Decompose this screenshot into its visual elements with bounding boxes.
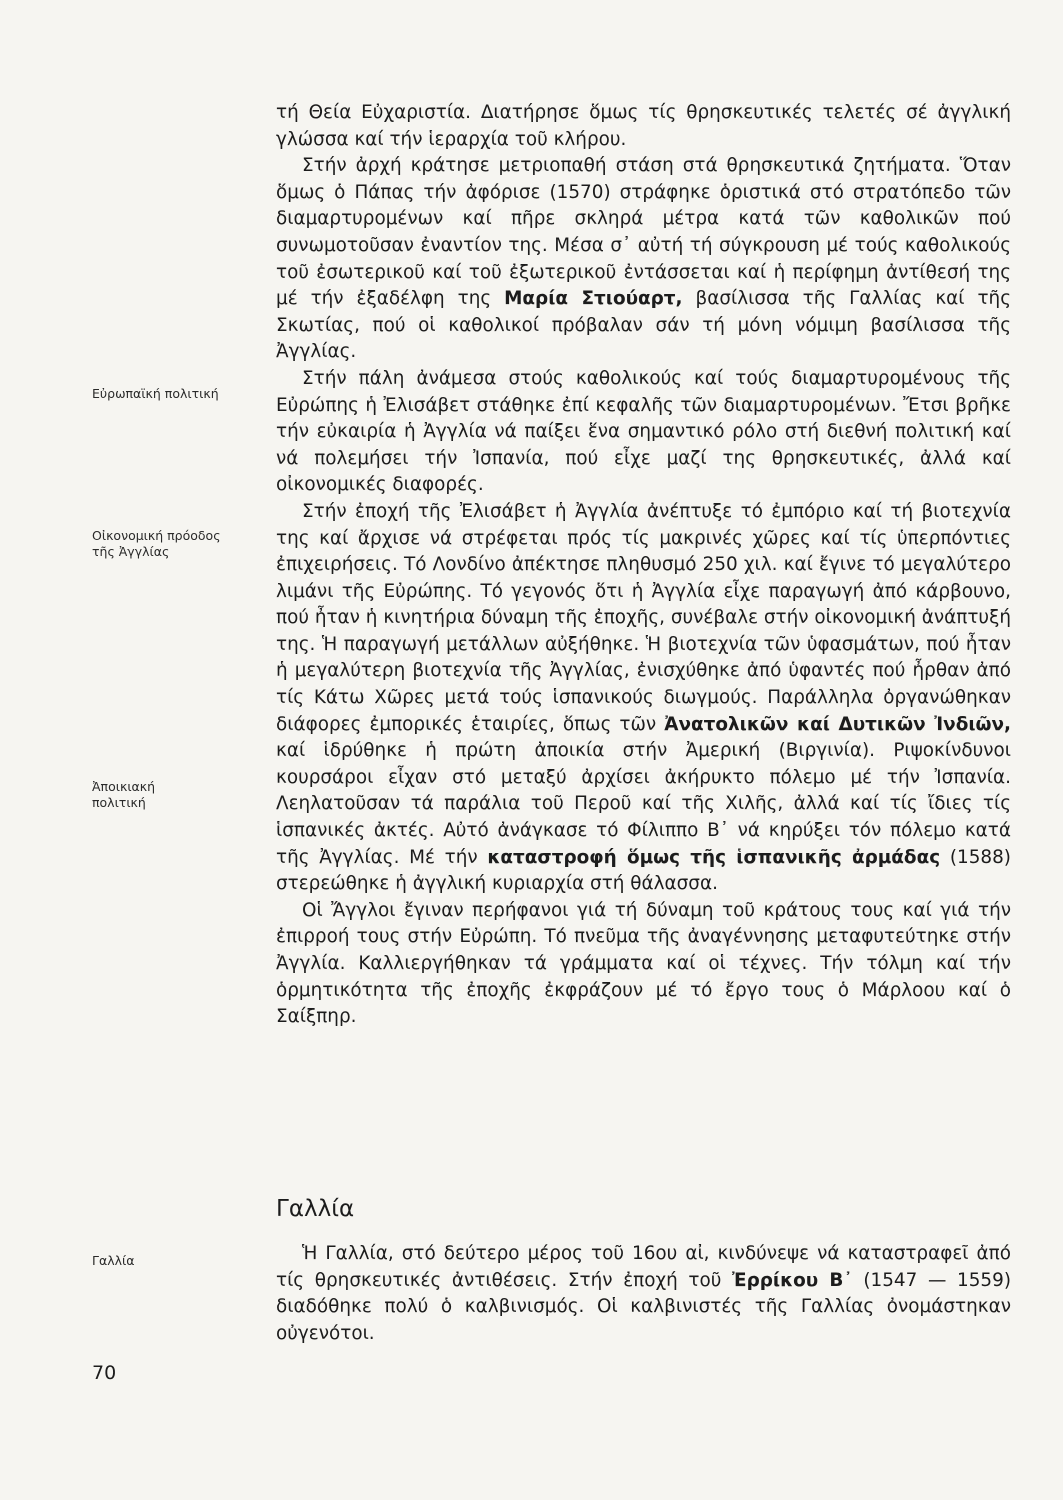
page-number: 70 xyxy=(92,1362,117,1384)
main-body-text xyxy=(276,100,1011,1031)
paragraph-text: Στήν ἐποχή τῆς Ἐλισάβετ ἡ Ἀγγλία ἀνέπτυξε τό ἐμπόριο καί τή βιοτεχνία της καί ἄρχισε νά στρέφεται πρός τίς μακρινές χῶρες καί τίς ὑπερπόντιες ἐπιχειρήσεις. Τό Λονδίνο ἀπέκτησε πληθυσμό 250 χιλ. καί ἔγινε τό μεγαλύτερο λιμάνι τῆς Εὐρώπης. Τό γεγονός ὅτι ἡ Ἀγγλία εἶχε παραγωγή ἀπό κάρβουνο, πού ἦταν ἡ κινητήρια δύναμη τῆς ἐποχῆς, συνέβαλε στήν οἰκονομική ἀνάπτυξή της. Ἡ παραγωγή μετάλλων αὐξήθηκε. Ἡ βιοτεχνία τῶν ὑφασμάτων, πού ἦταν ἡ μεγαλύτερη βιοτεχνία τῆς Ἀγγλίας, ἐνισχύθηκε ἀπό ὑφαντές πού ἦρθαν ἀπό τίς Κάτω Χῶρες μετά τούς ἱσπανικούς διωγμούς. Παράλληλα ὀργανώθηκαν διάφορες ἐμπορικές ἑταιρίες, ὅπως τῶν xyxy=(276,500,1011,735)
paragraph xyxy=(276,366,1011,499)
margin-note-european-politics xyxy=(92,386,267,402)
bold-term: Ἀνατολικῶν καί Δυτικῶν Ἰνδιῶν, xyxy=(664,713,1011,735)
bold-term: καταστροφή ὅμως τῆς ἱσπανικῆς ἀρμάδας xyxy=(487,846,941,868)
paragraph-text: (1588) στερεώθηκε ἡ ἀγγλική κυριαρχία στή θάλασσα. xyxy=(276,846,1011,895)
paragraph-text: Στήν ἀρχή κράτησε μετριοπαθή στάση στά θρησκευτικά ζητήματα. Ὅταν ὅμως ὁ Πάπας τήν ἀφόρισε (1570) στράφηκε ὁριστικά στό στρατόπεδο τῶν διαμαρτυρομένων καί πῆρε σκληρά μέτρα κατά τῶν καθολικῶν πού συνωμοτοῦσαν ἐναντίον της. Μέσα σ᾽ αὐτή τή σύγκρουση μέ τούς καθολικούς τοῦ ἐσωτερικοῦ καί τοῦ ἐξωτερικοῦ ἐντάσσεται καί ἡ περίφημη ἀντίθεσή της μέ τήν ἐξαδέλφη της xyxy=(276,155,1011,310)
margin-note-line: Ἀποικιακή xyxy=(92,779,156,794)
margin-note-text: Εὐρωπαϊκή πολιτική xyxy=(92,386,219,401)
margin-note-economic-progress xyxy=(92,528,267,560)
paragraph xyxy=(276,100,1011,153)
margin-note-france xyxy=(92,1253,267,1269)
france-body-text xyxy=(276,1241,1011,1347)
paragraph-text: Στήν πάλη ἀνάμεσα στούς καθολικούς καί τούς διαμαρτυρομένους τῆς Εὐρώπης ἡ Ἐλισάβετ στάθηκε ἐπί κεφαλῆς τῶν διαμαρτυρομένων. Ἔτσι βρῆκε τήν εὐκαιρία ἡ Ἀγγλία νά παίξει ἕνα σημαντικό ρόλο στή διεθνή πολιτική καί νά πολεμήσει τήν Ἰσπανία, πού εἶχε μαζί της θρησκευτικές, ἀλλά καί οἰκονομικές διαφορές. xyxy=(276,367,1011,496)
margin-note-line: τῆς Ἀγγλίας xyxy=(92,544,170,559)
margin-note-line: πολιτική xyxy=(92,795,146,810)
paragraph xyxy=(276,499,1011,898)
paragraph-text: βασίλισσα τῆς Γαλλίας καί τῆς Σκωτίας, πού οἱ καθολικοί πρόβαλαν σάν τή μόνη νόμιμη βασίλισσα τῆς Ἀγγλίας. xyxy=(276,288,1011,363)
section-heading-france: Γαλλία xyxy=(276,1196,355,1222)
bold-term: Μαρία Στιούαρτ, xyxy=(504,288,683,310)
paragraph-text: (1547 — 1559) διαδόθηκε πολύ ὁ καλβινισμός. Οἱ καλβινιστές τῆς Γαλλίας ὀνομάστηκαν οὐγενότοι. xyxy=(276,1269,1011,1344)
margin-note-text: Γαλλία xyxy=(92,1253,135,1268)
margin-note-colonial-policy xyxy=(92,779,267,811)
paragraph xyxy=(276,153,1011,366)
paragraph-text: Οἱ Ἄγγλοι ἔγιναν περήφανοι γιά τή δύναμη τοῦ κράτους τους καί γιά τήν ἐπιρροή τους στήν Εὐρώπη. Τό πνεῦμα τῆς ἀναγέννησης μεταφυτεύτηκε στήν Ἀγγλία. Καλλιεργήθηκαν τά γράμματα καί οἱ τέχνες. Τήν τόλμη καί τήν ὁρμητικότητα τῆς ἐποχῆς ἐκφράζουν μέ τό ἔργο τους ὁ Μάρλοου καί ὁ Σαίξπηρ. xyxy=(276,899,1011,1028)
bold-term: Ἐρρίκου Β᾽ xyxy=(732,1269,853,1291)
paragraph-text: τή Θεία Εὐχαριστία. Διατήρησε ὅμως τίς θρησκευτικές τελετές σέ ἀγγλική γλώσσα καί τήν ἱεραρχία τοῦ κλήρου. xyxy=(276,102,1011,150)
margin-note-line: Οἰκονομική πρόοδος xyxy=(92,528,221,543)
paragraph xyxy=(276,898,1011,1031)
paragraph-text: καί ἱδρύθηκε ἡ πρώτη ἀποικία στήν Ἀμερική (Βιργινία). Ριψοκίνδυνοι κουρσάροι εἶχαν στό μεταξύ ἀρχίσει ἀκήρυκτο πόλεμο μέ τήν Ἰσπανία. Λεηλατοῦσαν τά παράλια τοῦ Περοῦ καί τῆς Χιλῆς, ἀλλά καί τίς ἴδιες τίς ἱσπανικές ἀκτές. Αὐτό ἀνάγκασε τό Φίλιππο Β᾽ νά κηρύξει τόν πόλεμο κατά τῆς Ἀγγλίας. Μέ τήν xyxy=(276,740,1011,868)
paragraph xyxy=(276,1241,1011,1347)
paragraph-text: Ἡ Γαλλία, στό δεύτερο μέρος τοῦ 16ου αἰ, κινδύνεψε νά καταστραφεῖ ἀπό τίς θρησκευτικές ἀντιθέσεις. Στήν ἐποχή τοῦ xyxy=(276,1243,1011,1291)
